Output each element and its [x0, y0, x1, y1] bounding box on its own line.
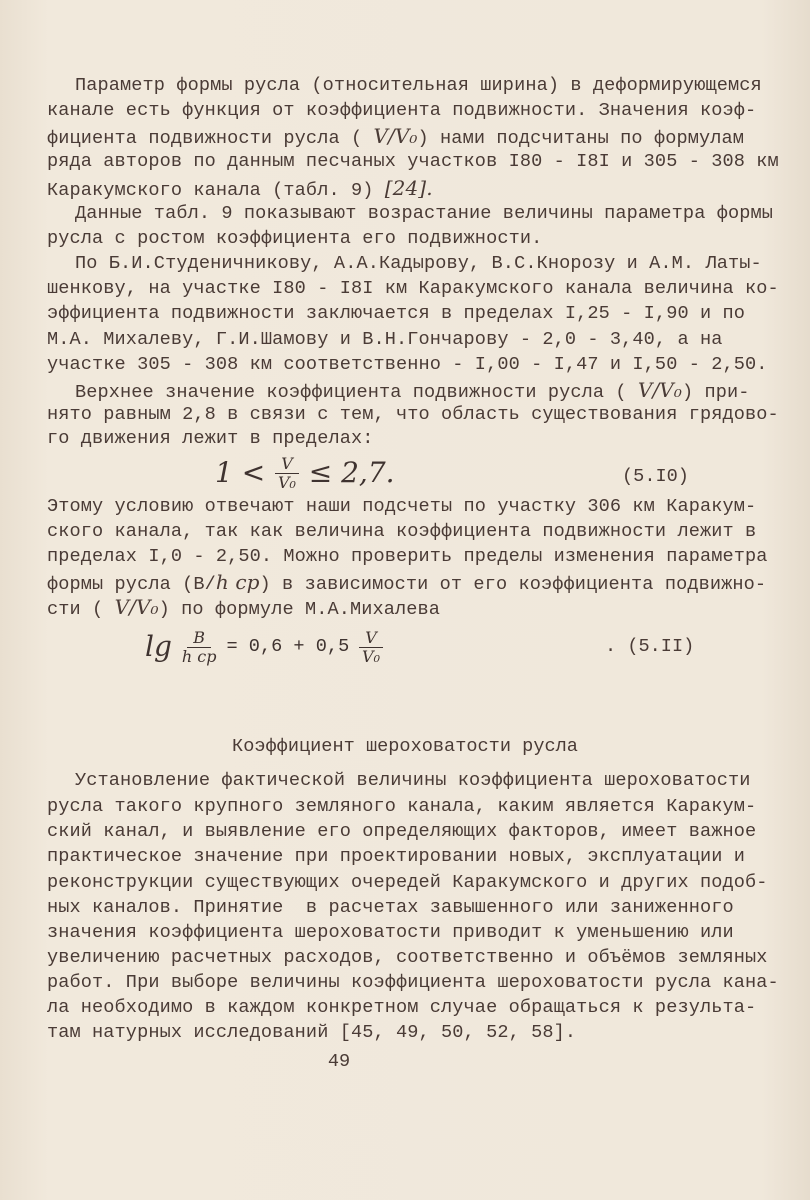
text-line: реконструкции существующих очередей Каракумского и других подоб-: [47, 872, 768, 893]
text-line: ского канала, так как величина коэффициента подвижности лежит в: [47, 521, 757, 542]
text-line: практическое значение при проектировании новых, эксплуатации и: [47, 846, 745, 867]
fraction: [275, 455, 299, 492]
text-fragment: Верхнее значение коэффициента подвижности русла (: [75, 382, 638, 403]
text-line: Параметр формы русла (относительная ширина) в деформирующемся: [75, 75, 762, 96]
fraction: [359, 629, 383, 666]
text-fragment: ) нами подсчитаны по формулам: [417, 128, 745, 149]
text-line: участке 305 - 308 км соответственно - I,00 - I,47 и I,50 - 2,50.: [47, 354, 768, 375]
lg-symbol: lg: [145, 630, 172, 663]
text-line: ский канал, и выявление его определяющих факторов, имеет важное: [47, 821, 757, 842]
text-fragment: ) при-: [681, 382, 750, 403]
text-line: ряда авторов по данным песчаных участков I80 - I8I и 305 - 308 км: [47, 151, 779, 172]
text-line: ла необходимо в каждом конкретном случае обращаться к результа-: [47, 997, 757, 1018]
text-line: русла такого крупного земляного канала, каким является Каракум-: [47, 796, 757, 817]
text-line: русла с ростом коэффициента его подвижности.: [47, 228, 543, 249]
page-number: 49: [327, 1051, 351, 1072]
fraction: [182, 629, 217, 666]
text-line: там натурных исследований [45, 49, 50, 52, 58].: [47, 1022, 577, 1043]
section-heading: Коэффициент шероховатости русла: [232, 736, 578, 757]
text-line: значения коэффициента шероховатости приводит к уменьшению или: [47, 922, 734, 943]
numerator: V: [275, 455, 299, 474]
text-line: [47, 125, 744, 150]
citation: [24].: [384, 176, 433, 200]
text-line: эффициента подвижности заключается в пределах I,25 - I,90 и по: [47, 303, 745, 324]
text-fragment: сти (: [47, 599, 115, 620]
text-line: канале есть функция от коэффициента подвижности. Значения коэф-: [47, 100, 757, 121]
text-fragment: формы русла (B/: [47, 574, 216, 595]
denominator: h ср: [181, 646, 217, 666]
ratio-symbol: V/V₀: [373, 124, 418, 148]
formula-right: ≤ 2,7.: [308, 456, 395, 489]
text-fragment: ) по формуле М.А.Михалева: [158, 599, 441, 620]
text-line: работ. При выборе величины коэффициента шероховатости русла кана-: [47, 972, 779, 993]
denominator: V₀: [277, 472, 296, 492]
text-line: ных каналов. Принятие в расчетах завышенного или заниженного: [47, 897, 734, 918]
text-line: шенкову, на участке I80 - I8I км Каракумского канала величина ко-: [47, 278, 779, 299]
text-line: [47, 571, 766, 596]
text-line: го движения лежит в пределах:: [47, 428, 374, 449]
numerator: B: [187, 629, 211, 648]
formula-5-11: [145, 628, 387, 666]
text-fragment: Каракумского канала (табл. 9): [47, 180, 385, 201]
formula-rhs: = 0,6 + 0,5: [226, 636, 350, 657]
text-fragment: фициента подвижности русла (: [47, 128, 374, 149]
text-line: Этому условию отвечают наши подсчеты по участку 306 км Каракум-: [47, 496, 757, 517]
text-line: [47, 177, 433, 202]
numerator: V: [359, 629, 383, 648]
equation-number: (5.I0): [622, 466, 689, 487]
ratio-symbol: V/V₀: [637, 378, 682, 402]
text-line: нято равным 2,8 в связи с тем, что область существования грядово-: [47, 404, 779, 425]
h-cp-symbol: h ср: [215, 570, 260, 594]
text-line: пределах I,0 - 2,50. Можно проверить пределы изменения параметра: [47, 546, 768, 567]
text-line: [75, 379, 750, 404]
text-line: Установление фактической величины коэффициента шероховатости: [75, 770, 751, 791]
text-line: М.А. Михалеву, Г.И.Шамову и В.Н.Гончарову - 2,0 - 3,40, а на: [47, 329, 723, 350]
text-line: По Б.И.Студеничникову, А.А.Кадырову, В.С.Кнорозу и А.М. Латы-: [75, 253, 762, 274]
formula-left: 1 <: [215, 456, 266, 489]
text-line: Данные табл. 9 показывают возрастание величины параметра формы: [75, 203, 773, 224]
text-fragment: ) в зависимости от его коэффициента подвижно-: [259, 574, 767, 595]
text-line: [47, 596, 440, 621]
ratio-symbol: V/V₀: [114, 595, 159, 619]
formula-5-10: [215, 454, 395, 492]
text-line: увеличению расчетных расходов, соответственно и объёмов земляных: [47, 947, 768, 968]
equation-number: . (5.II): [605, 636, 695, 657]
denominator: V₀: [362, 646, 380, 666]
